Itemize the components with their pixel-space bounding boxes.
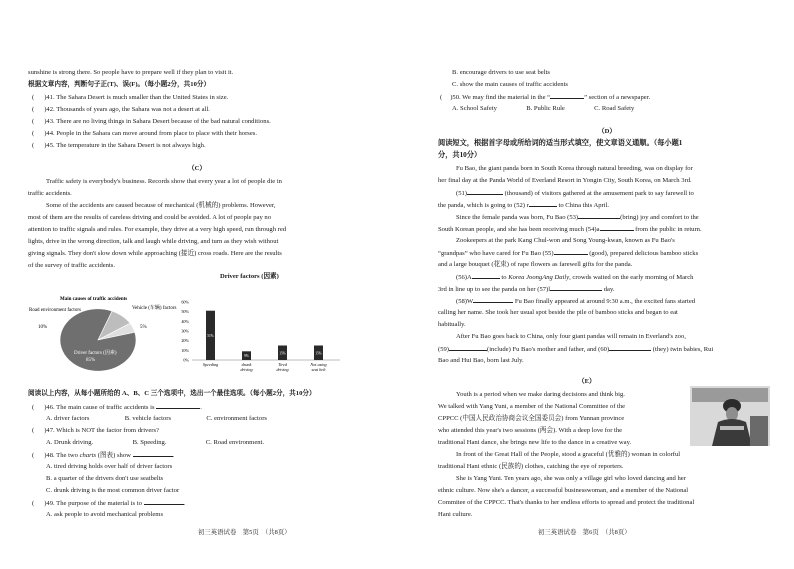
answer-blank-57[interactable] — [550, 284, 602, 291]
passage-d-line: South Korean people, and she has been receiving much (54)a from the public in return. — [438, 226, 702, 233]
tf-item: ( )43. There are no living things in Sahara Desert because of the bad natural conditions. — [32, 118, 271, 125]
passage-d-line: habitually. — [438, 321, 466, 328]
passage-d-line: (59) (include) Fu Bao's mother and father, and (60) (they) twin babies, Rui — [438, 346, 714, 353]
bar-chart — [172, 298, 342, 378]
answer-blank-53[interactable] — [578, 212, 620, 219]
section-c-heading: （C） — [188, 165, 206, 172]
passage-d-line: her final day at the Panda World of Everland Resort in Yongin City, South Korea, on March 3rd. — [438, 177, 692, 184]
bar-value-label: 9% — [244, 354, 249, 359]
passage-e-line: Hani culture. — [438, 511, 473, 518]
q49-option-a[interactable]: A. ask people to avoid mechanical problems — [46, 511, 164, 518]
q46-option-a[interactable]: A. driver factors — [46, 415, 90, 422]
photo-collar — [720, 426, 744, 430]
q48-option-c[interactable]: C. drunk driving is the most common driver factor — [46, 487, 180, 494]
bar-ytick-label: 40% — [181, 318, 189, 324]
question-50: ( )50. We may find the material in the “ ” section of a newspaper. — [440, 94, 651, 101]
pie-value-vehicle: 5% — [140, 325, 147, 330]
passage-e-line: traditional Hani dance, she brings new life to the dance in a creative way. — [438, 439, 632, 446]
bar-ytick-label: 30% — [181, 328, 189, 334]
section-e-heading: （E） — [578, 378, 596, 385]
passage-c-line: of the survey of traffic accidents. — [28, 262, 116, 269]
q47-options — [46, 438, 264, 447]
passage-e-line: We talked with Yang Yuni, a member of the National Committee of the — [438, 403, 626, 410]
pie-value-road: 10% — [38, 325, 48, 330]
passage-e-line: who attended this year's two sessions (两会). With a deep love for the — [438, 427, 623, 434]
intro-line: sunshine is strong there. So people have to prepare well if they plan to visit it. — [28, 69, 234, 76]
d-instruction-line2: 分，共10分） — [438, 151, 482, 159]
question-49: ( )49. The purpose of the material is to . — [32, 500, 186, 507]
chart-heading: Driver factors (因素) — [220, 273, 279, 280]
bar-category-label: driving — [276, 367, 289, 372]
passage-e-line: She is Yang Yuni. Ten years ago, she was only a village girl who loved dancing and her — [456, 475, 686, 482]
right-footer: 初三英语试卷 第6页 （共8页） — [538, 529, 631, 536]
passage-e-line: In front of the Great Hall of the People, stood a graceful (优雅的) woman in colorful — [456, 451, 681, 458]
answer-blank-48[interactable] — [133, 450, 173, 457]
tf-item: ( )41. The Sahara Desert is much smaller than the United States in size. — [32, 94, 229, 101]
bar-category-label: Tired — [278, 362, 287, 367]
q48-option-a[interactable]: A. tired driving holds over half of driver factors — [46, 463, 173, 470]
answer-blank-58[interactable] — [473, 296, 513, 303]
bar-value-label: 15% — [315, 351, 322, 356]
passage-d-line: and a large bouquet (花束) of rape flowers as farewell gifts for the panda. — [438, 261, 633, 268]
passage-d-line: the panda, which is going to (52) r to China this April. — [438, 202, 610, 209]
answer-blank-50[interactable] — [550, 92, 584, 99]
left-footer: 初三英语试卷 第5页 （共8页） — [198, 529, 291, 536]
bar-value-label: 51% — [207, 333, 214, 338]
d-instruction-line1: 阅读短文，根据首字母或所给词的适当形式填空，使文章语义通顺。（每小题1 — [438, 139, 683, 147]
bar-category-label: Speeding — [202, 362, 219, 367]
passage-e-line: ethnic culture. Now she's a dancer, a successful businesswoman, and a member of the National — [438, 487, 689, 494]
answer-blank-46[interactable] — [156, 402, 200, 409]
yang-yuni-photo — [690, 386, 770, 446]
q48-option-b[interactable]: B. a quarter of the drivers don't use seatbelts — [46, 475, 164, 482]
bar-ytick-label: 0% — [183, 357, 189, 363]
pie-label-vehicle: Vehicle (车辆) factors — [132, 306, 177, 311]
bar-category-label: seat belt — [311, 367, 326, 372]
passage-d-line: (56)A to Korea JoongAng Daily, crowds waited on the early morning of March — [456, 274, 694, 281]
bar-ytick-label: 50% — [181, 309, 189, 315]
passage-d-line: (51) (thousand) of visitors gathered at the amusement park to say farewell to — [456, 190, 694, 197]
q46-options — [46, 414, 267, 423]
passage-c-line: giving signals. They don't slow down while approaching (接近) cross roads. Here are the results — [28, 250, 282, 257]
pie-label-road-text: Road environment factors — [29, 308, 81, 313]
passage-e-line: traditional Hani ethnic (民族的) clothes, catching the eye of reporters. — [438, 463, 624, 470]
passage-d-line: calling her name. She took her usual spot beside the pile of bamboo sticks and began to eat — [438, 309, 678, 316]
question-47: ( )47. Which is NOT the factor from drivers? — [32, 427, 159, 434]
passage-d-line: “grandpas” who have cared for Fu Bao (55) (good), prepared delicious bamboo sticks — [438, 250, 699, 257]
answer-blank-51[interactable] — [467, 188, 503, 195]
bar-category-label: driving — [240, 367, 253, 372]
section-d-heading: （D） — [598, 128, 616, 135]
passage-c-line: most of them are the results of careless driving and could be avoided. A lot of people pay no — [28, 214, 271, 221]
pie-label-road — [29, 308, 81, 313]
pie-label-driver: Driver factors (因素) — [74, 351, 117, 356]
answer-blank-59[interactable] — [449, 344, 487, 351]
answer-blank-52[interactable] — [529, 200, 557, 207]
passage-c-line: Some of the accidents are caused because of mechanical (机械的) problems. However, — [46, 202, 276, 209]
photo-side-figure — [750, 416, 768, 446]
bar-value-label: 15% — [279, 351, 286, 356]
q46-option-c[interactable]: C. environment factors — [206, 415, 267, 422]
passage-e-line: Commitee of the CPPCC. That's thanks to her endless efforts to spread and protect the traditional — [438, 499, 695, 506]
answer-blank-49[interactable] — [144, 498, 184, 505]
tf-instruction: 根据文章内容，判断句子正(T)、误(F)。（每小题2分，共10分） — [28, 81, 211, 88]
q47-option-c[interactable]: C. Road environment. — [205, 439, 265, 446]
passage-d-line: Bao and Hui Bao, born last July. — [438, 357, 524, 364]
tf-item: ( )44. People in the Sahara can move around from place to place with their horses. — [32, 130, 257, 137]
passage-c-line: Traffic safety is everybody's business. Records show that every year a lot of people die in — [46, 178, 282, 185]
pie-title: Main causes of traffic accidents — [60, 297, 128, 302]
passage-e-line: CPPCC (中国人民政治协商会议全国委员会) from Yunnan province — [438, 415, 625, 422]
passage-d-line: After Fu Bao goes back to China, only four giant pandas will remain in Everland's zoo, — [456, 333, 686, 340]
pie-value-driver: 85% — [86, 358, 96, 363]
passage-c-line: lights, drive in the wrong direction, talk and laugh while driving, and turn as they wish without — [28, 238, 279, 245]
question-46: ( )46. The main cause of traffic accidents is . — [32, 404, 202, 411]
q46-option-b[interactable]: B. vehicle factors — [124, 415, 172, 422]
q50-option-b[interactable]: B. Public Rule — [526, 105, 565, 112]
photo-body — [712, 419, 752, 446]
answer-blank-54[interactable] — [600, 224, 634, 231]
tf-item: ( )45. The temperature in the Sahara Desert is not always high. — [32, 142, 206, 149]
passage-d-line: (58)W Fu Bao finally appeared at around 9:30 a.m., the excited fans started — [456, 298, 696, 305]
q50-option-a[interactable]: A. School Safety — [452, 105, 497, 112]
photo-face — [726, 407, 738, 421]
bar-category-label: Not using — [310, 362, 327, 367]
bar-ytick-label: 20% — [181, 338, 189, 344]
passage-d-line: Zookeepers at the park Kang Chul-won and Song Young-kwan, known as Fu Bao's — [456, 237, 675, 244]
q49-option-c[interactable]: C. show the main causes of traffic accidents — [452, 81, 568, 88]
q50-option-c[interactable]: C. Road Safety — [594, 105, 635, 112]
question-48: ( )48. The two charts (图表) show . — [32, 452, 175, 459]
passage-e-line: Youth is a period when we make daring decisions and think big. — [456, 391, 625, 398]
answer-blank-55[interactable] — [554, 248, 588, 255]
q49-option-b[interactable]: B. encourage drivers to use seat belts — [452, 69, 550, 76]
passage-d-line: Since the female panda was born, Fu Bao (53) (bring) joy and comfort to the — [456, 214, 699, 221]
pie-chart — [28, 284, 177, 386]
bar-ytick-label: 60% — [181, 299, 189, 305]
bar-category-label: drunk — [241, 362, 252, 367]
answer-blank-60[interactable] — [609, 344, 651, 351]
q50-options — [452, 104, 634, 113]
passage-d-line: 3rd in line up to see the panda on her (57)l day. — [438, 286, 615, 293]
passage-c-line: attention to traffic signals and rules. For example, they drive at a very high speed, run through red — [28, 226, 287, 233]
passage-c-line: traffic accidents. — [28, 190, 72, 197]
mc-instruction: 阅读以上内容，从每小题所给的 A、B、C 三个选项中，选出一个最佳选项。（每小题2分，共10分） — [28, 390, 316, 397]
answer-blank-56[interactable] — [472, 272, 500, 279]
passage-d-line: Fu Bao, the giant panda born in South Korea through natural breeding, was on display for — [456, 165, 693, 172]
bar-ytick-label: 10% — [181, 347, 189, 353]
tf-item: ( )42. Thousands of years ago, the Sahara was not a desert at all. — [32, 106, 210, 113]
q47-option-a[interactable]: A. Drunk driving. — [46, 439, 94, 446]
q47-option-b[interactable]: B. Speeding. — [132, 439, 167, 446]
